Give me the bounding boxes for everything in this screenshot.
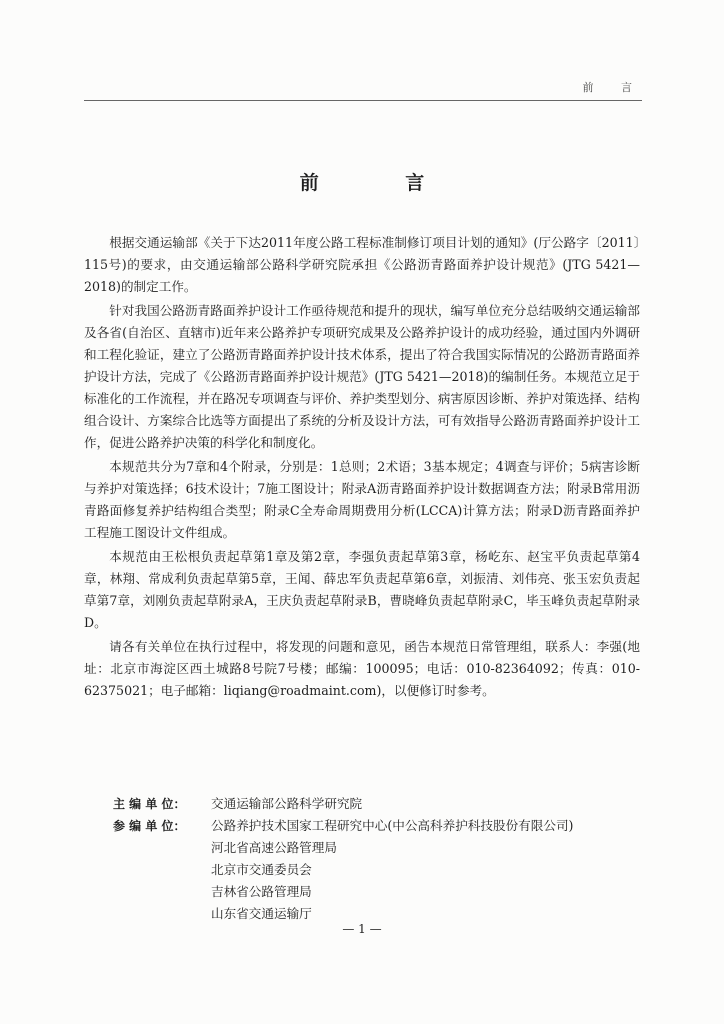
- running-header: 前 言: [582, 81, 644, 94]
- header-rule: [84, 100, 642, 101]
- drafting-units: [113, 793, 653, 925]
- participating-unit-row: [113, 815, 653, 925]
- participating-unit: 北京市交通委员会: [211, 862, 312, 877]
- chief-unit-row: [113, 793, 653, 815]
- body-text: [84, 232, 640, 704]
- chief-unit-value: 交通运输部公路科学研究院: [211, 796, 363, 811]
- paragraph: 根据交通运输部《关于下达2011年度公路工程标准制修订项目计划的通知》(厅公路字〔2011〕115号)的要求，由交通运输部公路科学研究院承担《公路沥青路面养护设计规范》(JTG 5421—2018)的制定工作。: [84, 235, 640, 294]
- paragraph: 针对我国公路沥青路面养护设计工作亟待规范和提升的现状，编写单位充分总结吸纳交通运输部及各省(自治区、直辖市)近年来公路养护专项研究成果及公路养护设计的成功经验，通过国内外调研和工程化验证，建立了公路沥青路面养护设计技术体系，提出了符合我国实际情况的公路沥青路面养护设计方法，完成了《公路沥青路面养护设计规范》(JTG 5421—2018)的编制任务。本规范立足于标准化的工作流程，并在路况专项调查与评价、养护类型划分、病害原因诊断、养护对策选择、结构组合设计、方案综合比选等方面提出了系统的分析及设计方法，可有效指导公路沥青路面养护设计工作，促进公路养护决策的科学化和制度化。: [84, 303, 640, 450]
- paragraph: 请各有关单位在执行过程中，将发现的问题和意见，函告本规范日常管理组，联系人：李强(地址：北京市海淀区西土城路8号院7号楼；邮编：100095；电话：010-82364092；传真：010-62375021；电子邮箱：liqiang@roadmaint.com)，以便修订时参考。: [84, 639, 640, 698]
- participating-unit: 吉林省公路管理局: [211, 884, 312, 899]
- page-number: — 1 —: [342, 922, 382, 936]
- page-title: 前 言: [299, 172, 465, 194]
- chief-unit-label: 主 编 单 位：: [113, 797, 186, 811]
- participating-unit-label: 参 编 单 位：: [113, 819, 186, 833]
- paragraph: 本规范共分为7章和4个附录，分别是：1总则；2术语；3基本规定；4调查与评价；5病害诊断与养护对策选择；6技术设计；7施工图设计；附录A沥青路面养护设计数据调查方法；附录B常用沥青路面修复养护结构组合类型；附录C全寿命周期费用分析(LCCA)计算方法；附录D沥青路面养护工程施工图设计文件组成。: [84, 459, 640, 540]
- participating-unit: 河北省高速公路管理局: [211, 840, 337, 855]
- participating-unit: 公路养护技术国家工程研究中心(中公高科养护科技股份有限公司): [211, 818, 574, 833]
- participating-unit: 山东省交通运输厅: [211, 906, 312, 921]
- paragraph: 本规范由王松根负责起草第1章及第2章，李强负责起草第3章，杨屹东、赵宝平负责起草第4章，林翔、常成利负责起草第5章，王闻、薛忠军负责起草第6章，刘振清、刘伟亮、张玉宏负责起草第7章，刘刚负责起草附录A，王庆负责起草附录B，曹晓峰负责起草附录C，毕玉峰负责起草附录D。: [84, 549, 640, 630]
